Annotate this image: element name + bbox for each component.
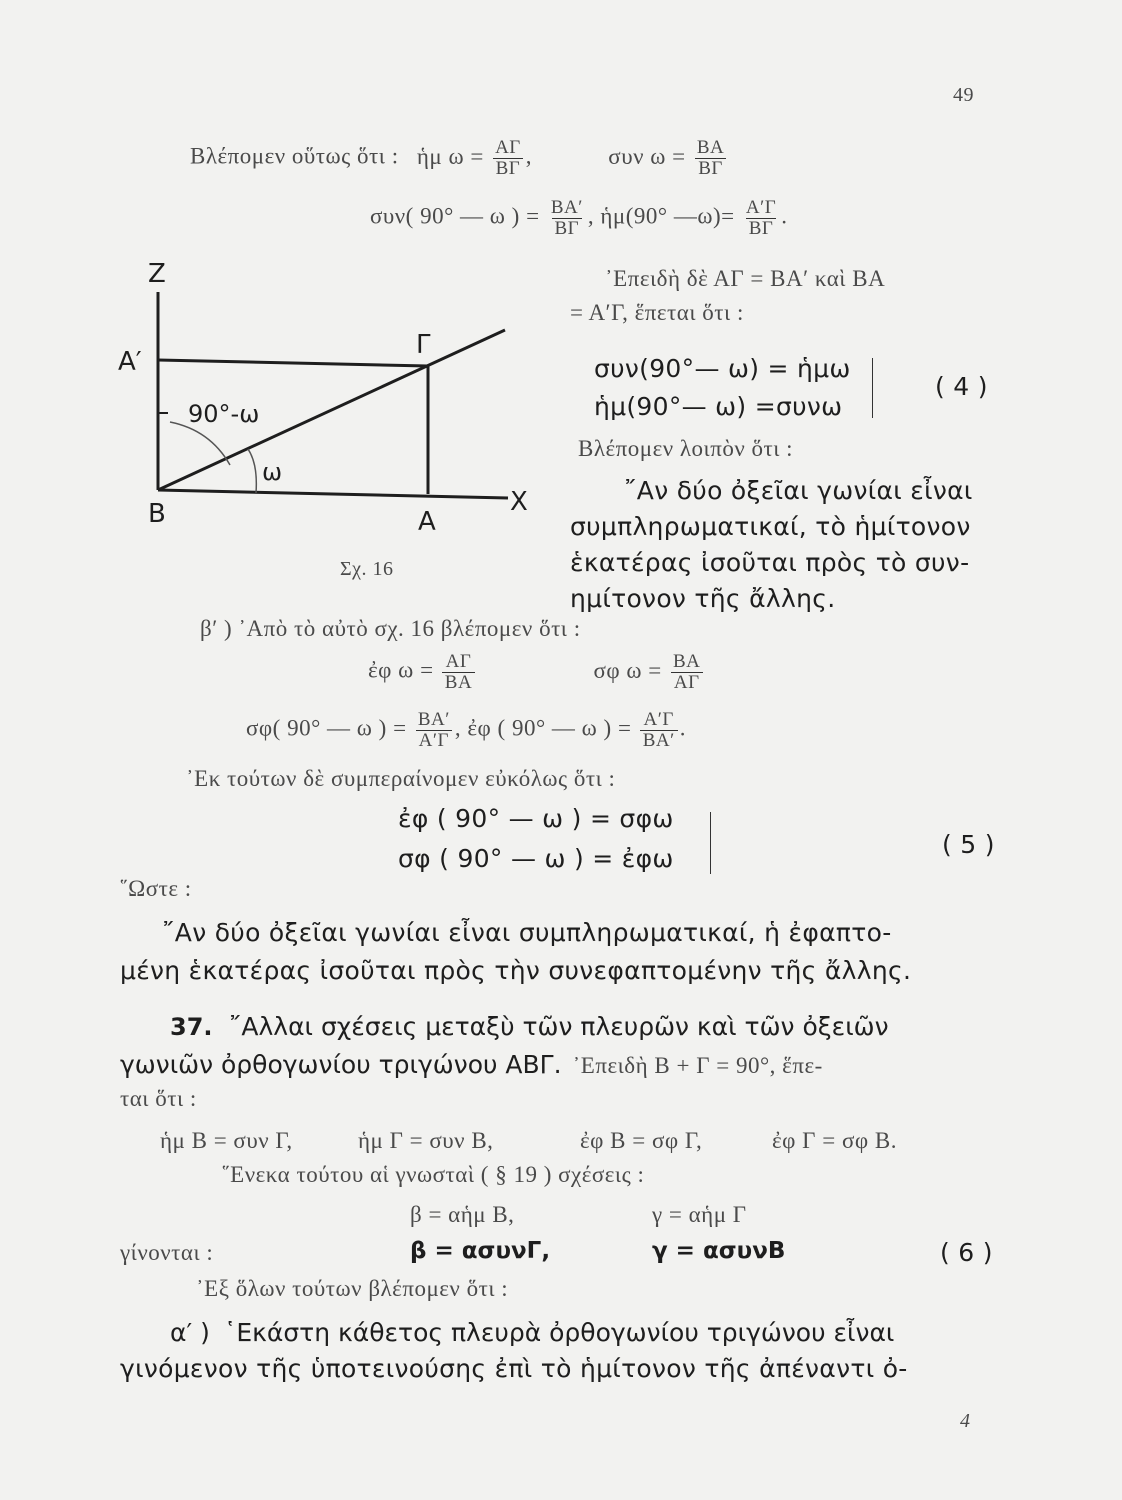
- top-horizontal-line: [158, 360, 428, 366]
- fraction-ag-ba: $\frac{A\Gamma}{BA}$: [442, 652, 475, 693]
- label-a-prime: Α′: [118, 347, 142, 377]
- label-b: Β: [148, 499, 166, 529]
- fraction-ag-bg: $\frac{A\Gamma}{B\Gamma}$: [492, 138, 524, 179]
- relation-2: ἡμ Γ = συν Β,: [358, 1128, 494, 1153]
- fraction-ba-prime-a-prime-g: $\frac{BA'}{A'\Gamma}$: [415, 710, 453, 751]
- hoste-line: ῞Ωστε :: [120, 876, 192, 901]
- fraction-ba-ag: $\frac{BA}{A\Gamma}$: [670, 652, 703, 693]
- eq6-a2: γ = αἡμ Γ: [652, 1202, 747, 1227]
- label-x: X: [510, 487, 528, 517]
- eq6-label: ( 6 ): [940, 1238, 993, 1267]
- rule2-line-2: μένη ἑκατέρας ἰσοῦται πρὸς τὴν συνεφαπτομένην τῆς ἄλλης.: [120, 956, 912, 985]
- known-relations-line: ῞Ενεκα τούτου αἱ γνωσταὶ ( § 19 ) σχέσεις :: [222, 1162, 645, 1187]
- eq4-brace: [872, 358, 873, 418]
- figure-caption: Σχ. 16: [340, 558, 394, 580]
- eq5-label: ( 5 ): [942, 830, 995, 859]
- eq6-a1: β = αἡμ Β,: [410, 1202, 515, 1227]
- eq5-brace: [710, 812, 711, 874]
- since-line-1: ᾽Επειδὴ δὲ ΑΓ = ΒΑ′ καὶ ΒΑ: [605, 266, 886, 291]
- rule2-line-1: ῎Αν δύο ὀξεῖαι γωνίαι εἶναι συμπληρωματικαί, ἡ ἐφαπτο-: [162, 918, 892, 947]
- label-omega: ω: [262, 458, 283, 486]
- rule1-line-3: ἑκατέρας ἰσοῦται πρὸς τὸ συν-: [570, 548, 970, 577]
- cos-compl-lhs: συν( 90° — ω ) =: [370, 203, 540, 229]
- cot-omega-lhs: σφ ω =: [593, 657, 662, 683]
- section-tail-2: ται ὅτι :: [120, 1086, 197, 1111]
- fraction-a-prime-g-bg: $\frac{A'\Gamma}{B\Gamma}$: [745, 197, 777, 239]
- figure-16: [100, 250, 560, 590]
- label-z: Z: [148, 259, 166, 289]
- eq6-b1: β = ασυνΓ,: [410, 1238, 551, 1264]
- x-axis: [158, 490, 508, 498]
- from-all-line: ᾽Εξ ὅλων τούτων βλέπομεν ὅτι :: [196, 1276, 509, 1301]
- alpha-line-2: γινόμενον τῆς ὑποτεινούσης ἐπὶ τὸ ἡμίτονον τῆς ἀπέναντι ὀ-: [120, 1354, 908, 1383]
- relation-3: ἐφ Β = σφ Γ,: [580, 1128, 703, 1153]
- eq6-b2: γ = ασυνΒ: [652, 1238, 786, 1264]
- rule1-line-4: ημίτονον τῆς ἄλλης.: [570, 584, 836, 613]
- relation-1: ἡμ Β = συν Γ,: [160, 1128, 293, 1153]
- formula-line-sin-cos: Βλέπομεν οὕτως ὅτι : ἡμ ω = $\frac{A\Gamma}{B\Gamma}$ , συν ω = $\frac{BA}{B\Gamma}$: [190, 138, 729, 179]
- section-title-1: ῎Αλλαι σχέσεις μεταξὺ τῶν πλευρῶν καὶ τῶν ὀξειῶν: [228, 1012, 889, 1041]
- section-number: 37.: [170, 1013, 213, 1041]
- tan-omega-lhs: ἐφ ω =: [368, 657, 434, 683]
- eq4-line-2: ἡμ(90°— ω) =συνω: [594, 392, 843, 421]
- label-a: Α: [418, 507, 436, 537]
- section-tail: ᾽Επειδὴ Β + Γ = 90°, ἕπε-: [572, 1053, 823, 1078]
- label-angle-complement: 90°-ω: [188, 400, 260, 428]
- section-37-heading: [170, 1012, 889, 1041]
- eq6-lead: γίνονται :: [120, 1240, 214, 1265]
- alpha-text-1: ῾Εκάστη κάθετος πλευρὰ ὀρθογωνίου τριγώνου εἶναι: [223, 1318, 895, 1347]
- formula-line-tan-complement: σφ( 90° — ω ) = $\frac{BA'}{A'\Gamma}$ , ἐφ ( 90° — ω ) = $\frac{A'\Gamma}{BA'}$ .: [246, 709, 686, 751]
- eq5-line-2: σφ ( 90° — ω ) = ἐφω: [398, 844, 674, 873]
- conclude-line: ᾽Εκ τούτων δὲ συμπεραίνομεν εὐκόλως ὅτι :: [186, 766, 616, 791]
- relation-4: ἐφ Γ = σφ Β.: [772, 1128, 897, 1153]
- eq4-line-1: συν(90°— ω) = ἡμω: [594, 354, 851, 383]
- rule1-line-1: ῎Αν δύο ὀξεῖαι γωνίαι εἶναι: [624, 476, 973, 505]
- section-title-2: γωνιῶν ὀρθογωνίου τριγώνου ΑΒΓ.: [120, 1050, 562, 1079]
- cot-compl-lhs: σφ( 90° — ω ) =: [246, 715, 407, 741]
- omega-angle-arc: [248, 449, 256, 493]
- fraction-ba-bg: $\frac{BA}{B\Gamma}$: [696, 137, 725, 179]
- section-37-line-2: [120, 1050, 823, 1079]
- formula-line-tan-cot: [368, 652, 705, 693]
- rule1-line-2: συμπληρωματικαί, τὸ ἡμίτονον: [570, 512, 971, 541]
- see-then-line: Βλέπομεν λοιπὸν ὅτι :: [578, 436, 794, 461]
- beta-line: β′ ) ᾽Απὸ τὸ αὐτὸ σχ. 16 βλέπομεν ὅτι :: [200, 616, 581, 641]
- complement-angle-arc: [170, 422, 230, 465]
- page-number: 49: [953, 84, 974, 106]
- alpha-line-1: [170, 1318, 894, 1347]
- alpha-lead: α′ ): [170, 1318, 210, 1347]
- eq5-line-1: ἐφ ( 90° — ω ) = σφω: [398, 804, 674, 833]
- fraction-a-prime-g-ba-prime: $\frac{A'\Gamma}{BA'}$: [640, 710, 678, 751]
- footer-number: 4: [960, 1410, 971, 1432]
- fraction-ba-prime-bg: $\frac{BA'}{B\Gamma}$: [550, 197, 583, 239]
- cos-omega-lhs: συν ω =: [608, 143, 686, 169]
- sin-omega-lhs: ἡμ ω =: [416, 143, 484, 169]
- eq4-label: ( 4 ): [935, 372, 988, 401]
- formula-line-complement: συν( 90° — ω ) = $\frac{BA'}{B\Gamma}$ , ἡμ(90° —ω)= $\frac{A'\Gamma}{B\Gamma}$ .: [370, 197, 788, 239]
- since-line-2: = Α′Γ, ἕπεται ὅτι :: [570, 300, 744, 325]
- label-gamma: Γ: [416, 330, 431, 360]
- lead-text: Βλέπομεν οὕτως ὅτι :: [190, 143, 399, 169]
